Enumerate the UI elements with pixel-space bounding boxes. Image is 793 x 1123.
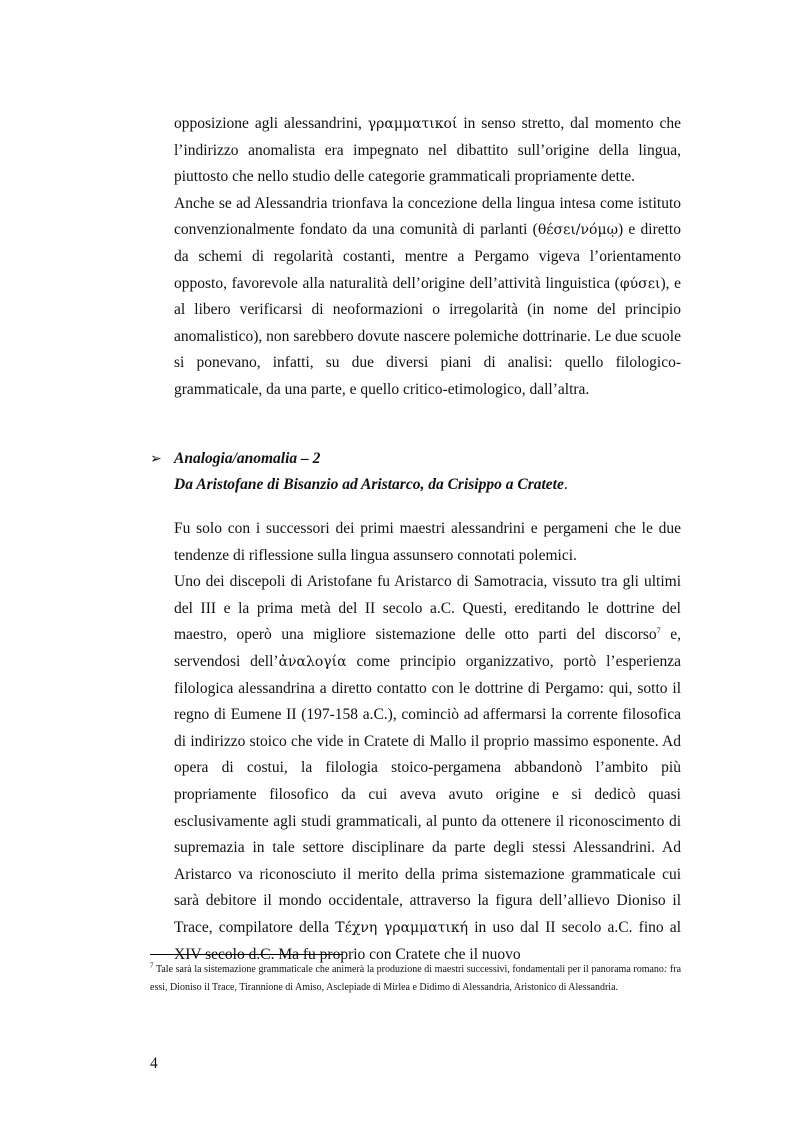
- body-paragraph-1: [174, 111, 681, 404]
- text-run: in uso dal II secolo a.C. fino al XIV secolo d.C. Ma fu proprio con Cratete che il nuovo: [174, 918, 681, 963]
- greek-term: ἀναλογία: [278, 653, 347, 670]
- paragraph-fu-solo: Fu solo con i successori dei primi maestri alessandrini e pergameni che le due tendenze di riflessione sulla lingua assunsero connotati polemici.: [174, 520, 681, 564]
- greek-term: φύσει: [619, 275, 661, 292]
- heading-period: .: [563, 476, 568, 493]
- body-paragraph-2: [174, 516, 681, 968]
- text-run: ) e diretto da schemi di regolarità costanti, mentre a Pergamo vigeva l’orientamento opposto, favorevole alla naturalità dell’origine dell’attività linguistica (: [174, 221, 681, 292]
- footnote-text: fra essi, Dioniso il Trace, Tirannione di Amiso, Asclepiade di Mirlea e Didimo di Alessandria, Aristonico di Alessandria.: [150, 964, 682, 993]
- footnote-text: Tale sarà la sistemazione grammaticale che animerà la produzione di maestri successivi, fondamentali per il panorama romano: [153, 964, 664, 975]
- paragraph-anche-se: [174, 191, 681, 404]
- heading-line-1: Analogia/anomalia – 2: [174, 450, 321, 467]
- greek-term: Τέχνη γραμματική: [335, 919, 469, 936]
- footnote-number: 7: [150, 961, 154, 970]
- greek-term: γραμματικοί: [367, 116, 458, 132]
- text-run: Uno dei discepoli di Aristofane fu Aristarco di Samotracia, vissuto tra gli ultimi del III e la prima metà del II secolo a.C. Questi, ereditando le dottrine del maestro, operò una migliore sistemazione delle otto parti del discorso: [174, 573, 681, 644]
- heading-subtitle: Da Aristofane di Bisanzio ad Aristarco, da Crisippo a Cratete: [174, 476, 564, 493]
- text-run: Anche se ad Alessandria trionfava la concezione della lingua intesa come istituto convenzionalmente fondato da una comunità di parlanti (: [174, 194, 681, 239]
- page-number: 4: [150, 1055, 158, 1072]
- footnote-reference[interactable]: 7: [656, 626, 661, 636]
- text-run: ), e al libero verificarsi di neoformazioni o irregolarità (in nome del principio anomalistico), non sarebbero dovute nascere polemiche dottrinarie. Le due scuole si ponevano, infatti, su due diversi piani di analisi: quello filologico-grammaticale, da una parte, e quello critico-etimologico, dall’altra.: [174, 274, 681, 398]
- heading-line-2: [174, 472, 690, 498]
- paragraph-uno-dei-discepoli: [174, 569, 681, 968]
- footnote-colon: :: [663, 964, 668, 975]
- footnote: [150, 961, 681, 997]
- footnote-separator: [150, 954, 343, 955]
- text-run: opposizione agli alessandrini,: [174, 115, 368, 132]
- text-run: in senso stretto, dal momento che l’indirizzo anomalista era impegnato nel dibattito sull’origine della lingua, piuttosto che nello studio delle categorie grammaticali propriamente dette.: [174, 115, 681, 186]
- arrow-bullet-icon: ➢: [150, 451, 162, 467]
- text-run: come principio organizzativo, portò l’esperienza filologica alessandrina a diretto contatto con le dottrine di Pergamo: qui, sotto il regno di Eumene II (197-158 a.C.), cominciò ad affermarsi la corrente filosofica di indirizzo stoico che vide in Cratete di Mallo il proprio massimo esponente. Ad opera di costui, la filologia stoico-pergamena abbandonò l’ambito più propriamente filosofico da cui aveva avuto origine e si dedicò quasi esclusivamente agli studi grammaticali, al punto da ottenere il riconoscimento di supremazia in tale settore disciplinare da parte degli stessi Alessandrini. Ad Aristarco va riconosciuto il merito della prima sistemazione grammaticale cui sarà debitore il mondo occidentale, attraverso la figura dell’allievo Dioniso il Trace, compilatore della: [174, 652, 681, 936]
- paragraph-opposizione: [174, 111, 681, 191]
- greek-term: θέσει/νόμῳ: [537, 222, 618, 239]
- section-heading: [150, 446, 690, 498]
- text-run: e, servendosi dell’: [174, 626, 681, 670]
